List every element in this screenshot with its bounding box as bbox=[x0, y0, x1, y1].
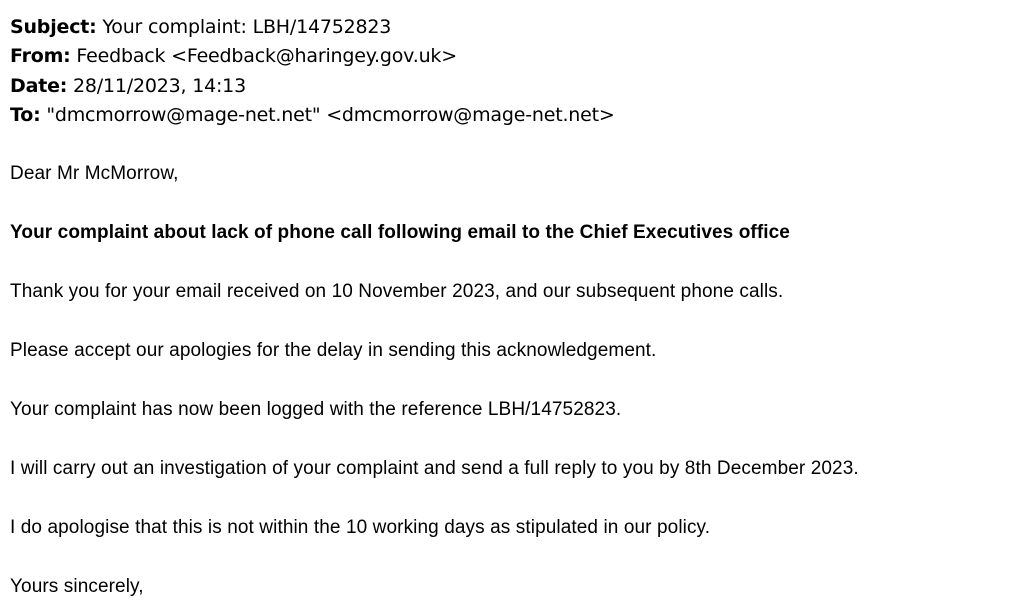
to-label: To: bbox=[10, 104, 41, 127]
date-label: Date: bbox=[10, 74, 68, 97]
from-label: From: bbox=[10, 45, 71, 68]
greeting: Dear Mr McMorrow, bbox=[10, 162, 179, 184]
body-paragraph: Your complaint has now been logged with the reference LBH/14752823. bbox=[10, 398, 622, 420]
from-value: Feedback <Feedback@haringey.gov.uk> bbox=[70, 45, 457, 68]
body-paragraph: Thank you for your email received on 10 November 2023, and our subsequent phone calls. bbox=[10, 280, 784, 302]
subject-value: Your complaint: LBH/14752823 bbox=[96, 16, 392, 38]
subject-label: Subject: bbox=[10, 16, 97, 38]
email-body bbox=[10, 163, 1009, 598]
subject-header bbox=[10, 13, 1009, 42]
body-paragraph: Please accept our apologies for the delay in sending this acknowledgement. bbox=[10, 339, 657, 361]
email-headers bbox=[10, 13, 1009, 131]
complaint-heading: Your complaint about lack of phone call following email to the Chief Executives office bbox=[10, 221, 790, 243]
email-message bbox=[10, 13, 1009, 598]
from-header bbox=[10, 42, 1009, 71]
date-header bbox=[10, 72, 1009, 101]
date-value: 28/11/2023, 14:13 bbox=[67, 74, 246, 97]
to-value: "dmcmorrow@mage-net.net" <dmcmorrow@mage-net.net> bbox=[40, 104, 615, 127]
to-header bbox=[10, 101, 1009, 130]
body-paragraph: I do apologise that this is not within the 10 working days as stipulated in our policy. bbox=[10, 516, 711, 538]
body-paragraph: I will carry out an investigation of your complaint and send a full reply to you by 8th December 2023. bbox=[10, 457, 859, 479]
signoff: Yours sincerely, bbox=[10, 575, 144, 597]
